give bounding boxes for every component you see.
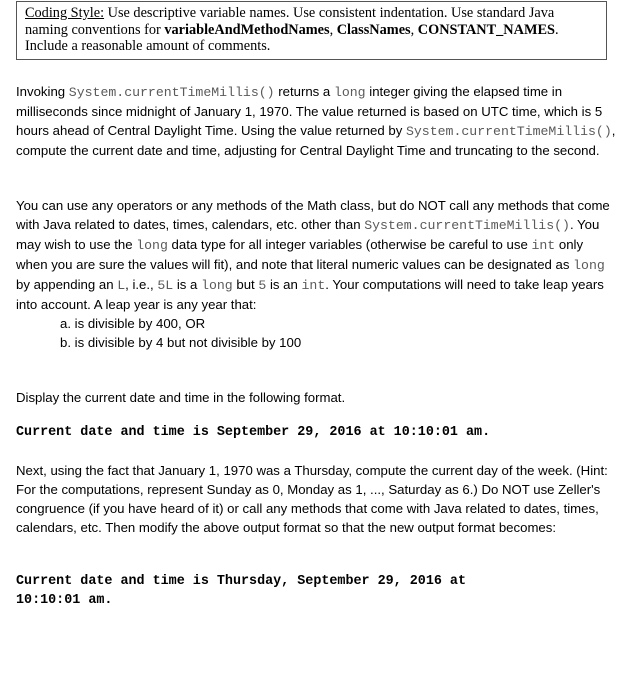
list-item: b. is divisible by 4 but not divisible by 100 bbox=[60, 335, 302, 350]
code-long: long bbox=[333, 85, 366, 100]
paragraph-display-format: Display the current date and time in the following format. bbox=[16, 390, 346, 405]
coding-style-box bbox=[16, 1, 607, 60]
code-output-format-2-line-2: 10:10:01 am. bbox=[16, 593, 113, 608]
sep-1: , bbox=[329, 21, 337, 38]
paragraph-time-millis: Invoking System.currentTimeMillis() returns a long integer giving the elapsed time in milliseconds since midnight of January 1, 1970. The value returned is based on UTC time, which is 5 hours ahead of Central Daylight Time. Using the value returned by System.currentTimeMillis(), compute the current date and time, adjusting for Central Daylight Time and truncating to the second. bbox=[16, 84, 616, 158]
example-constant-names: CONSTANT_NAMES bbox=[417, 21, 555, 38]
list-item: a. is divisible by 400, OR bbox=[60, 316, 206, 331]
coding-style-label: Coding Style: bbox=[25, 5, 105, 21]
sep-2: , bbox=[410, 21, 418, 38]
coding-style-text-2: . Include a reasonable amount of comments. bbox=[25, 21, 559, 54]
example-class-names: ClassNames bbox=[336, 21, 411, 38]
code-output-format-1: Current date and time is September 29, 2016 at 10:10:01 am. bbox=[16, 425, 491, 440]
paragraph-rules: You can use any operators or any methods of the Math class, but do NOT call any methods that come with Java related to dates, times, calendars, etc. other than System.currentTimeMillis(). You may wish to use the long data type for all integer variables (otherwise be careful to use int only when you are sure the values will fit), and note that literal numeric values can be designated as long by appending an L, i.e., 5L is a long but 5 is an int. Your computations will need to take leap years into account. A leap year is any year that: a. is divisible by 400, OR b. is divisible by 4 but not divisible by 100 bbox=[16, 196, 616, 352]
coding-style-text-1: Use descriptive variable names. Use consistent indentation. Use standard Java naming conventions for bbox=[25, 5, 555, 38]
example-method-names: variableAndMethodNames bbox=[164, 21, 330, 38]
code-system-current-time-millis-2: System.currentTimeMillis() bbox=[405, 124, 612, 139]
code-system-current-time-millis-3: System.currentTimeMillis() bbox=[364, 218, 570, 233]
code-output-format-2-line-1: Current date and time is Thursday, September 29, 2016 at bbox=[16, 574, 466, 589]
leap-year-rules bbox=[16, 314, 616, 352]
code-system-current-time-millis: System.currentTimeMillis() bbox=[68, 85, 275, 100]
paragraph-day-of-week: Next, using the fact that January 1, 1970 was a Thursday, compute the current day of the week. (Hint: For the computations, represent Sunday as 0, Monday as 1, ..., Saturday as 6.) Do NOT use Zeller's congruence (if you have heard of it) or call any methods that come with Java related to dates, times, calendars, etc. Then modify the above output format so that the new output format becomes: bbox=[16, 463, 608, 535]
